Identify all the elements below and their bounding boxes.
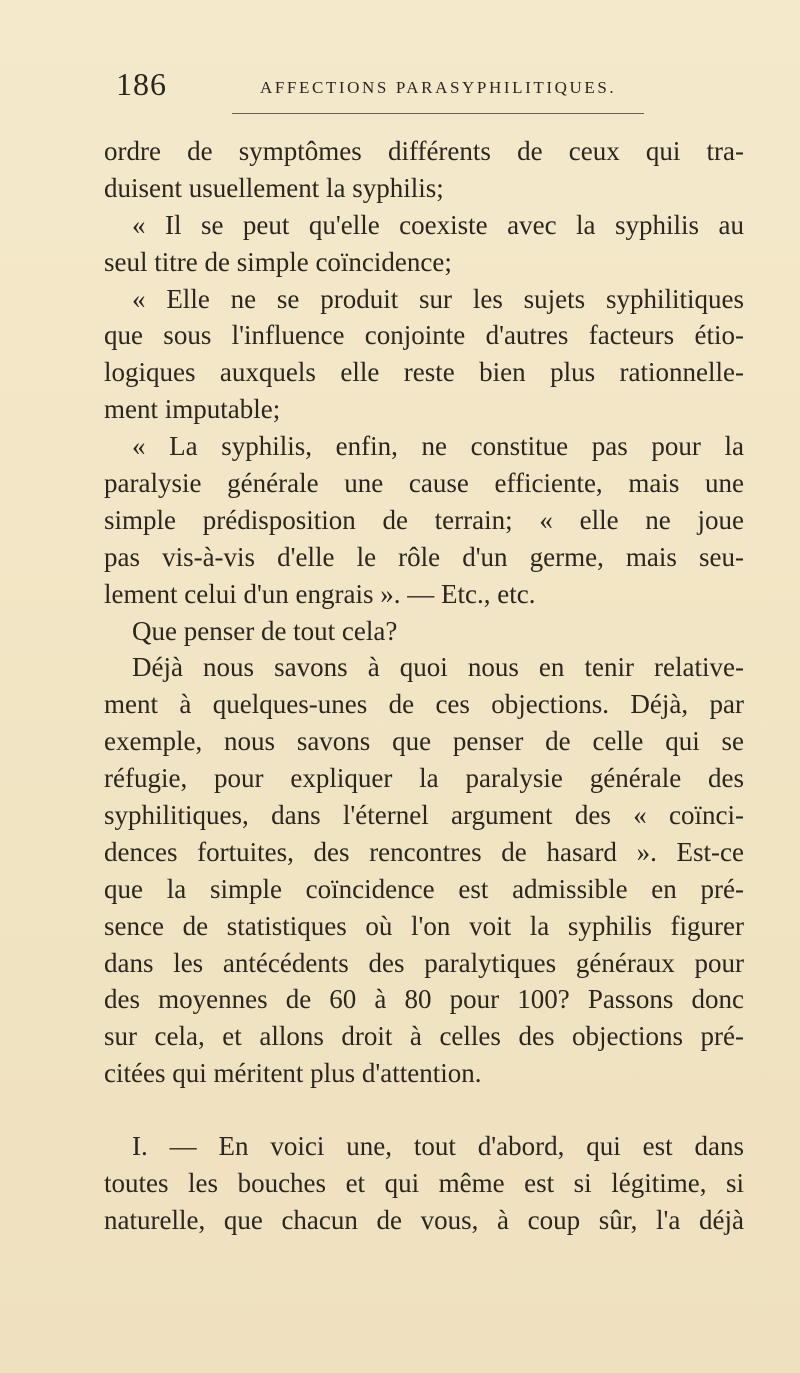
text-line: exemple, nous savons que penser de celle qui se [104,726,744,757]
body-text [104,133,744,1239]
text-line: logiques auxquels elle reste bien plus rationnelle- [104,357,744,388]
paragraph-gap [104,1092,744,1128]
text-line: « La syphilis, enfin, ne constitue pas pour la [132,431,744,462]
text-line: citées qui méritent plus d'attention. [104,1058,482,1089]
text-line: I. — En voici une, tout d'abord, qui est dans [132,1131,744,1162]
text-line: que la simple coïncidence est admissible en pré- [104,873,744,904]
text-line: pas vis-à-vis d'elle le rôle d'un germe, mais seu- [104,541,744,572]
running-head: AFFECTIONS PARASYPHILITIQUES. [260,78,617,97]
text-line: ment à quelques-unes de ces objections. Déjà, par [104,689,744,720]
text-line: syphilitiques, dans l'éternel argument des « coïnci- [104,800,744,831]
page-header [0,66,800,106]
text-line: sur cela, et allons droit à celles des objections pré- [104,1021,744,1052]
text-line: paralysie générale une cause efficiente, mais une [104,468,744,499]
text-line: naturelle, que chacun de vous, à coup sûr, l'a déjà [104,1204,744,1235]
text-line: que sous l'influence conjointe d'autres facteurs étio- [104,320,744,351]
text-line: Que penser de tout cela? [132,615,398,646]
text-line: dans les antécédents des paralytiques généraux pour [104,947,744,978]
text-line: seul titre de simple coïncidence; [104,246,452,277]
text-line: « Elle ne se produit sur les sujets syphilitiques [132,283,744,314]
text-line: toutes les bouches et qui même est si légitime, si [104,1168,744,1199]
text-line: ordre de symptômes différents de ceux qui tra- [104,136,744,166]
text-line: « Il se peut qu'elle coexiste avec la syphilis au [132,209,744,240]
text-line: sence de statistiques où l'on voit la syphilis figurer [104,910,744,941]
text-line: lement celui d'un engrais ». — Etc., etc. [104,578,536,609]
text-line: réfugie, pour expliquer la paralysie générale des [104,763,744,794]
page-number: 186 [116,66,167,102]
text-line: dences fortuites, des rencontres de hasard ». Est-ce [104,836,744,867]
text-line: ment imputable; [104,394,281,425]
text-line: Déjà nous savons à quoi nous en tenir relative- [132,652,744,683]
text-line: simple prédisposition de terrain; « elle ne joue [104,504,744,535]
text-line: des moyennes de 60 à 80 pour 100? Passons donc [104,984,744,1015]
text-line: duisent usuellement la syphilis; [104,172,444,203]
header-rule [232,113,644,114]
